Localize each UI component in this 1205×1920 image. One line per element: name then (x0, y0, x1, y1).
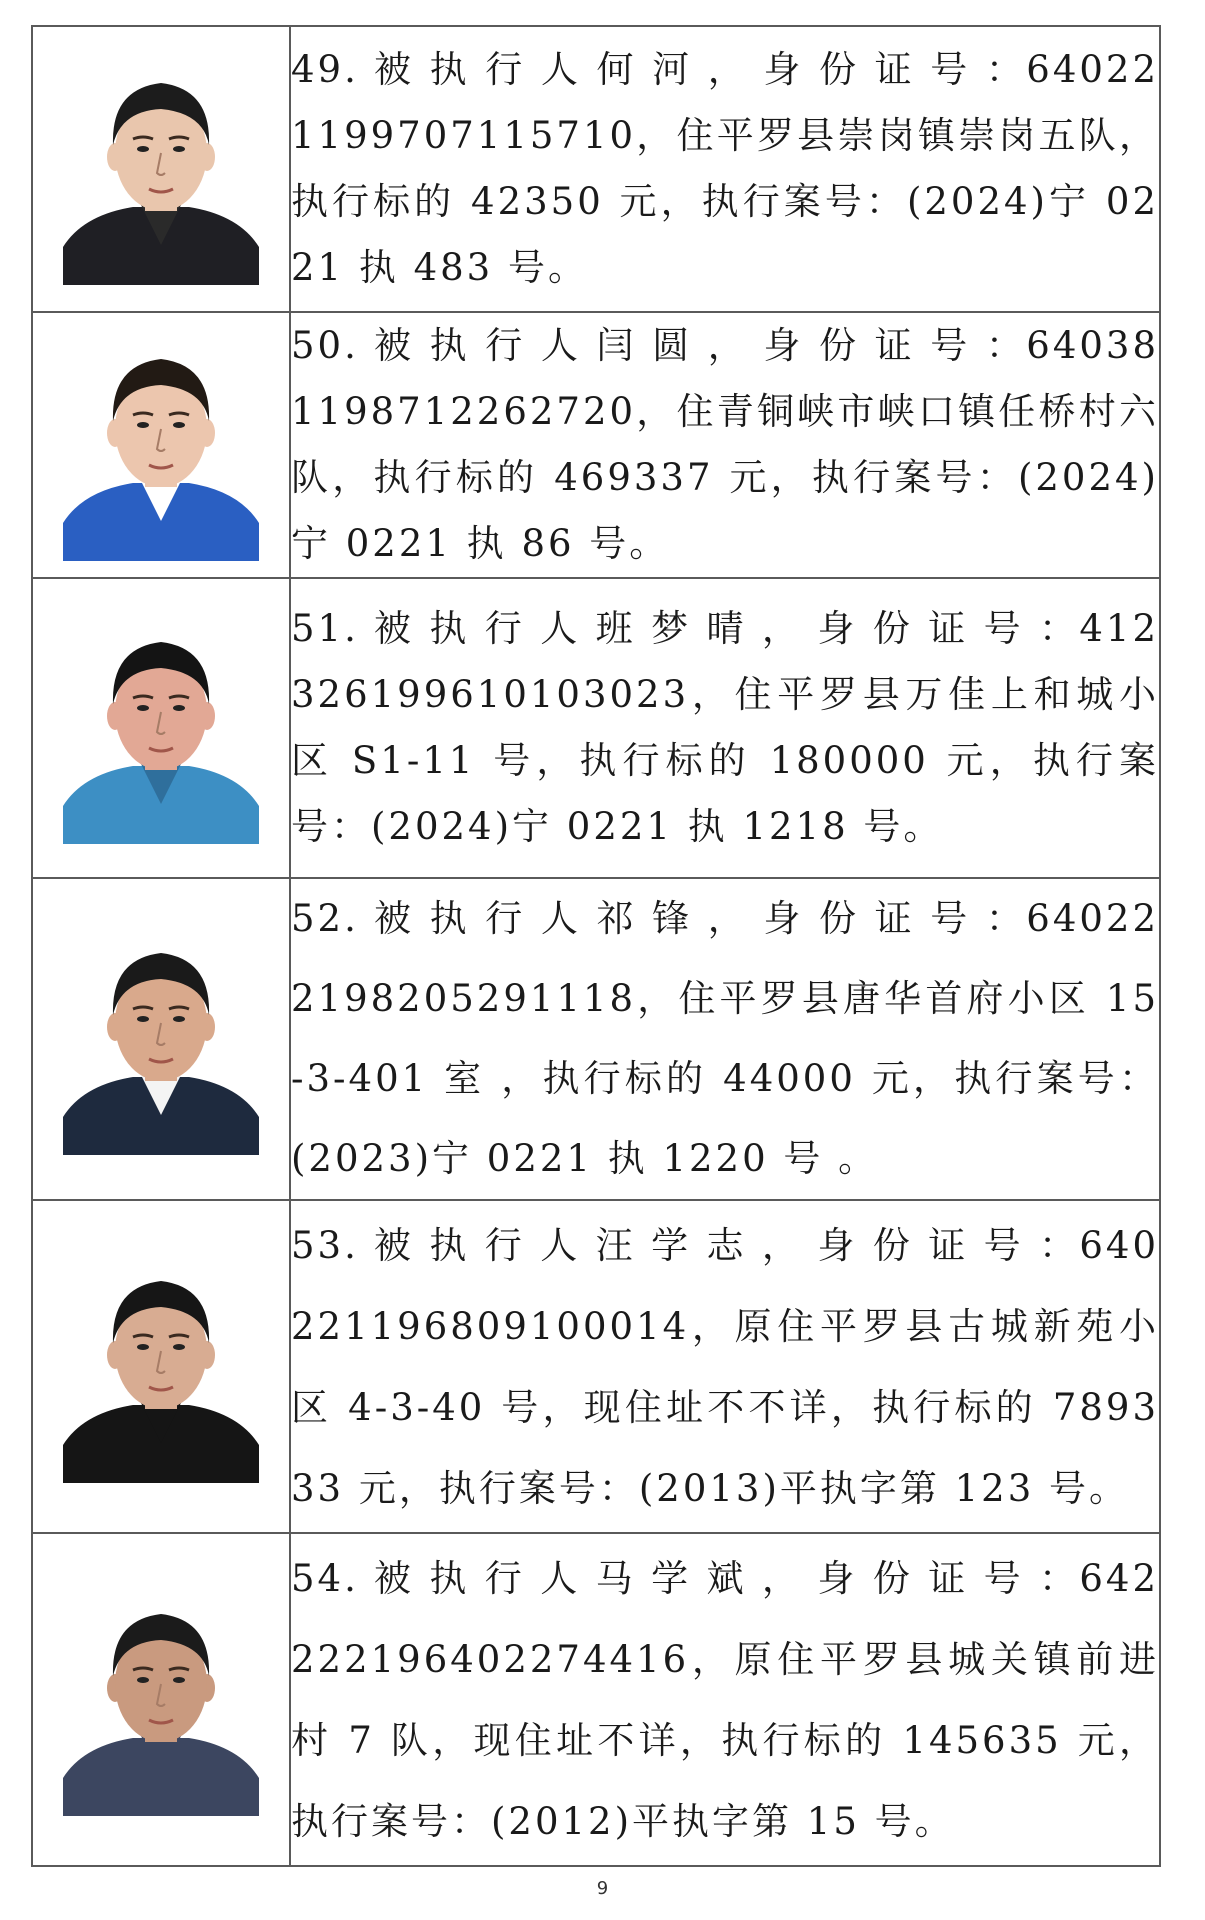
portrait-photo (63, 53, 259, 285)
text-cell (290, 1200, 1160, 1533)
table-row (32, 1200, 1160, 1533)
table-row (32, 578, 1160, 878)
table-row (32, 1533, 1160, 1866)
wanted-list-table (31, 25, 1161, 1867)
portrait-photo (63, 612, 259, 844)
photo-cell (32, 878, 290, 1200)
eye-left (137, 1016, 149, 1022)
portrait-photo (63, 1251, 259, 1483)
eye-right (173, 1016, 185, 1022)
text-cell (290, 1533, 1160, 1866)
eye-left (137, 1677, 149, 1683)
photo-cell (32, 312, 290, 578)
eye-left (137, 146, 149, 152)
eye-right (173, 1677, 185, 1683)
table-row (32, 312, 1160, 578)
page-number: 9 (596, 1878, 609, 1899)
portrait-photo (63, 329, 259, 561)
entry-description: 50. 被 执 行 人 闫 圆 ， 身 份 证 号 ：640381198712262720，住青铜峡市峡口镇任桥村六队，执行标的 469337 元，执行案号：(2024)宁 0221 执 86 号。 (291, 324, 1159, 565)
photo-cell (32, 1200, 290, 1533)
photo-cell (32, 26, 290, 312)
entry-description: 53. 被 执 行 人 汪 学 志 ， 身 份 证 号 ：640221196809100014，原住平罗县古城新苑小区 4-3-40 号，现住址不不详，执行标的 789333 元，执行案号：(2013)平执字第 123 号。 (291, 1223, 1159, 1510)
eye-left (137, 1344, 149, 1350)
photo-cell (32, 1533, 290, 1866)
text-cell (290, 578, 1160, 878)
text-cell (290, 26, 1160, 312)
portrait-photo (63, 923, 259, 1155)
eye-left (137, 422, 149, 428)
eye-right (173, 705, 185, 711)
photo-cell (32, 578, 290, 878)
entry-description: 51. 被 执 行 人 班 梦 晴 ， 身 份 证 号 ：412326199610103023，住平罗县万佳上和城小区 S1-11 号，执行标的 180000 元，执行案号：(2024)宁 0221 执 1218 号。 (291, 607, 1159, 848)
eye-right (173, 146, 185, 152)
eye-right (173, 422, 185, 428)
text-cell (290, 878, 1160, 1200)
eye-left (137, 705, 149, 711)
table-row (32, 26, 1160, 312)
entry-description: 49. 被 执 行 人 何 河 ， 身 份 证 号 ：640221199707115710，住平罗县崇岗镇崇岗五队，执行标的 42350 元，执行案号：(2024)宁 0221 执 483 号。 (291, 48, 1159, 289)
entry-description: 52. 被 执 行 人 祁 锋 ， 身 份 证 号 ：640222198205291118，住平罗县唐华首府小区 15-3-401 室 ，执行标的 44000 元，执行案号：(2023)宁 0221 执 1220 号 。 (291, 897, 1159, 1180)
eye-right (173, 1344, 185, 1350)
table-row (32, 878, 1160, 1200)
text-cell (290, 312, 1160, 578)
portrait-photo (63, 1584, 259, 1816)
entry-description: 54. 被 执 行 人 马 学 斌 ， 身 份 证 号 ：642222196402274416，原住平罗县城关镇前进村 7 队，现住址不详，执行标的 145635 元，执行案号：(2012)平执字第 15 号。 (291, 1556, 1159, 1843)
